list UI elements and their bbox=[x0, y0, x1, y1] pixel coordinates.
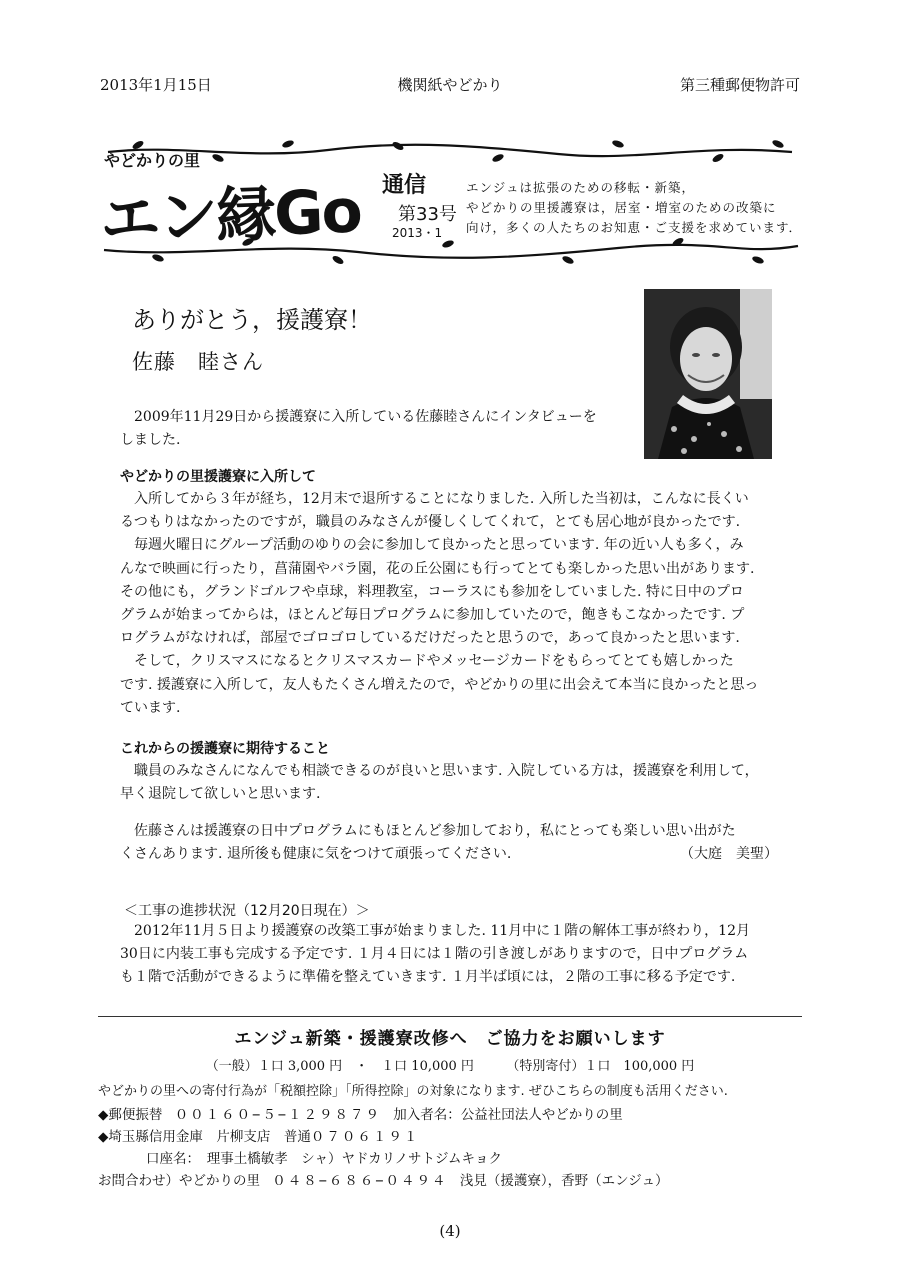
article-title: ありがとう，援護寮！ bbox=[132, 306, 372, 334]
bank-row bbox=[98, 1125, 419, 1145]
banner-issue: 第33号 bbox=[398, 204, 457, 225]
banner-issue-date: 2013・1 bbox=[392, 226, 443, 240]
postal-number: ００１６０−５−１２９８７９ bbox=[174, 1107, 381, 1123]
body-line: 早く退院して欲しいと思います. bbox=[120, 786, 321, 803]
header-publication: 機関紙やどかり bbox=[397, 76, 503, 94]
article-subtitle: 佐藤 睦さん bbox=[132, 350, 264, 374]
section1-body bbox=[120, 488, 785, 720]
postal-label: ◆郵便振替 bbox=[98, 1107, 163, 1123]
body-line: くさんあります. 退所後も健康に気をつけて頑張ってください. bbox=[120, 846, 512, 863]
postal-row bbox=[98, 1103, 623, 1123]
contact-label: お問合わせ）やどかりの里 bbox=[98, 1173, 260, 1189]
body-line: るつもりはなかったのですが，職員のみなさんが優しくしてくれて，とても居心地が良かったです. bbox=[120, 514, 741, 531]
progress-body bbox=[120, 920, 785, 990]
tagline-line: エンジュは拡張のための移転・新築， bbox=[466, 180, 695, 195]
body-line: その他にも，グランドゴルフや卓球，料理教室，コーラスにも参加をしていました. 特に日中のプロ bbox=[120, 583, 744, 600]
section1-heading: やどかりの里援護寮に入所して bbox=[120, 469, 316, 485]
intro-line: 2009年11月29日から援護寮に入所している佐藤睦さんにインタビューを bbox=[134, 409, 597, 425]
body-line: ています. bbox=[120, 699, 181, 716]
body-line: 毎週火曜日にグループ活動のゆりの会に参加して良かったと思っています. 年の近い人も多く，み bbox=[134, 537, 744, 554]
newsletter-banner bbox=[98, 138, 802, 266]
section2-body bbox=[120, 760, 785, 806]
body-line: 入所してから３年が経ち，12月末で退所することになりました. 入所した当初は，こんなに長くい bbox=[134, 491, 749, 507]
appeal-tax: やどかりの里への寄付行為が「税額控除」「所得控除」の対象になります. ぜひこちらの制度も活用ください. bbox=[98, 1084, 728, 1099]
body-line: グラムが始まってからは，ほとんど毎日プログラムに参加していたので，飽きもこなかったです. プ bbox=[120, 607, 745, 624]
banner-tagline bbox=[466, 178, 802, 238]
intro-line: しました. bbox=[120, 432, 181, 449]
body-line: んなで映画に行ったり，菖蒲園やバラ園，花の丘公園にも行ってとても楽しかった思い出があります. bbox=[120, 560, 755, 577]
tagline-line: 向け，多くの人たちのお知恵・ご支援を求めています． bbox=[466, 220, 803, 235]
header-date: 2013年1月15日 bbox=[100, 76, 212, 94]
banner-tsushin: 通信 bbox=[382, 173, 427, 198]
body-line: です. 援護寮に入所して，友人もたくさん増えたので，やどかりの里に出会えて本当に良かったと思っ bbox=[120, 676, 759, 693]
article-intro bbox=[120, 406, 640, 452]
tagline-line: やどかりの里援護寮は，居室・増室のための改築に bbox=[466, 200, 777, 215]
portrait-icon bbox=[644, 289, 772, 459]
banner-org: やどかりの里 bbox=[104, 151, 201, 170]
portrait-photo bbox=[644, 289, 772, 459]
progress-heading: ＜工事の進捗状況（12月20日現在）＞ bbox=[124, 903, 370, 919]
contact-row bbox=[98, 1169, 669, 1189]
postal-name: 加入者名：公益社団法人やどかりの里 bbox=[393, 1107, 623, 1123]
contact-phone: ０４８−６８６−０４９４ bbox=[272, 1173, 448, 1189]
appeal-price: （一般）１口 3,000 円 ・ １口 10,000 円 （特別寄付）１口 100,000 円 bbox=[205, 1059, 695, 1074]
body-line: も１階で活動ができるように準備を整えていきます. １月半ば頃には，２階の工事に移る予定です. bbox=[120, 969, 736, 986]
section2-heading: これからの援護寮に期待すること bbox=[120, 741, 330, 757]
body-line: ログラムがなければ，部屋でゴロゴロしているだけだったと思うので，あって良かったと思います. bbox=[120, 630, 740, 647]
section-divider bbox=[98, 1016, 802, 1017]
banner-logo: エン縁Go bbox=[99, 176, 362, 256]
body-line: そして，クリスマスになるとクリスマスカードやメッセージカードをもらってとても嬉しかった bbox=[134, 653, 734, 670]
body-line: 職員のみなさんになんでも相談できるのが良いと思います. 入院している方は，援護寮を利用して， bbox=[134, 763, 759, 779]
body-line: 2012年11月５日より援護寮の改築工事が始まりました. 11月中に１階の解体工事が終わり，12月 bbox=[134, 923, 750, 939]
article-author: （大庭 美聖） bbox=[680, 846, 778, 862]
body-line: 30日に内装工事も完成する予定です. １月４日には１階の引き渡しがありますので，日中プログラム bbox=[120, 946, 749, 963]
page-number: (4) bbox=[439, 1222, 461, 1240]
body-line: 佐藤さんは援護寮の日中プログラムにもほとんど参加しており，私にとっても楽しい思い出がた bbox=[134, 823, 736, 839]
bank-label: ◆埼玉縣信用金庫 片柳支店 普通 bbox=[98, 1129, 311, 1145]
appeal-title: エンジュ新築・援護寮改修へ ご協力をお願いします bbox=[234, 1029, 666, 1049]
account-name: 口座名： 理事土橋敏孝 シャ）ヤドカリノサトジムキョク bbox=[146, 1151, 502, 1167]
header-postal: 第三種郵便物許可 bbox=[679, 76, 800, 94]
bank-number: ０７０６１９１ bbox=[310, 1129, 420, 1145]
contact-names: 浅見（援護寮），香野（エンジュ） bbox=[459, 1173, 669, 1189]
